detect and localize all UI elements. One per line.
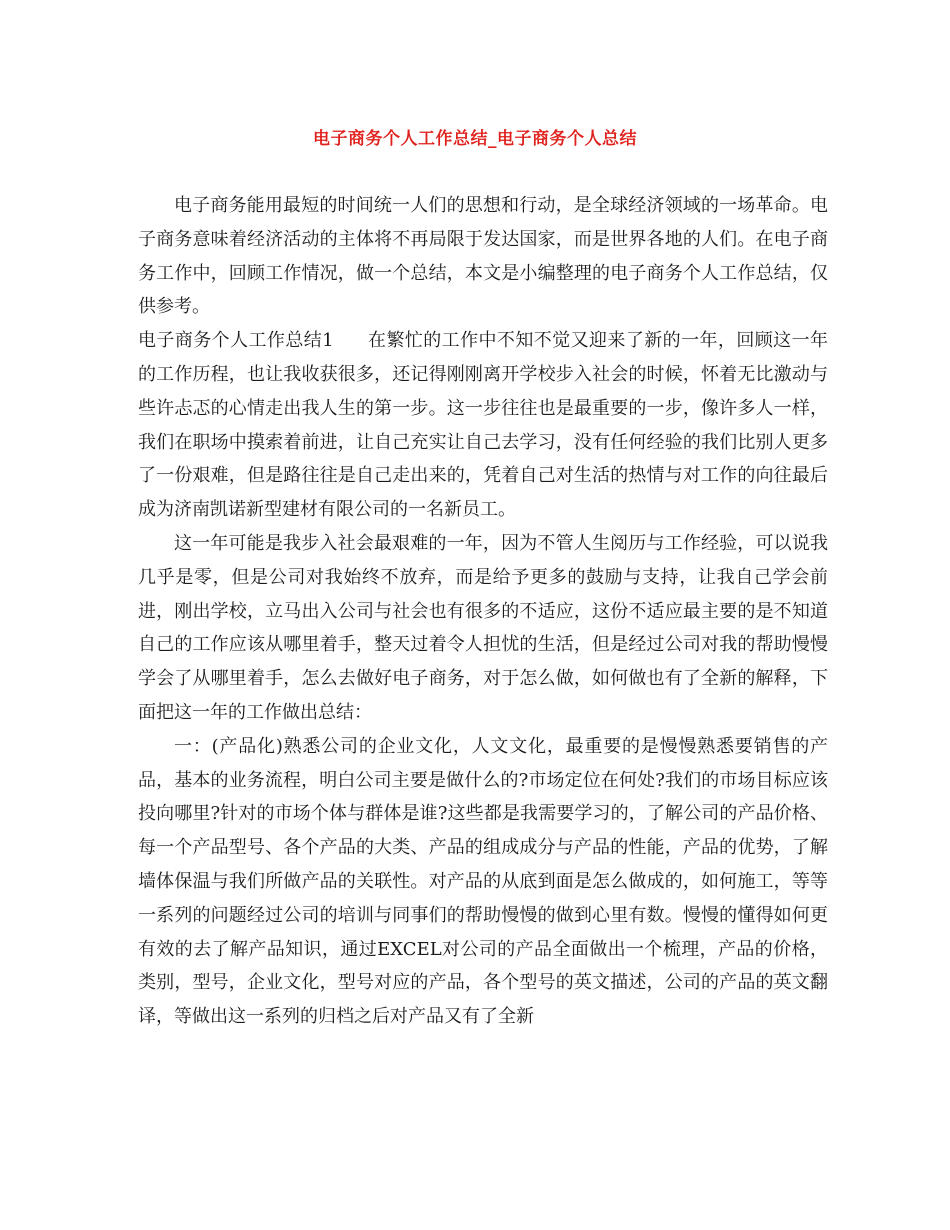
- paragraph-3: 一：(产品化)熟悉公司的企业文化，人文文化，最重要的是慢慢熟悉要销售的产品，基本的业务流程，明白公司主要是做什么的?市场定位在何处?我们的市场目标应该投向哪里?针对的市场个体与群体是谁?这些都是我需要学习的，了解公司的产品价格、每一个产品型号、各个产品的大类、产品的组成成分与产品的性能，产品的优势，了解墙体保温与我们所做产品的关联性。对产品的从底到面是怎么做成的，如何施工，等等一系列的问题经过公司的培训与同事们的帮助慢慢的做到心里有数。慢慢的懂得如何更有效的去了解产品知识，通过EXCEL对公司的产品全面做出一个梳理，产品的价格，类别，型号，企业文化，型号对应的产品，各个型号的英文描述，公司的产品的英文翻译，等做出这一系列的归档之后对产品又有了全新: [138, 735, 828, 1028]
- document-body: [138, 189, 828, 1034]
- section1-heading: 电子商务个人工作总结1: [138, 330, 334, 352]
- section1-paragraph: [138, 324, 828, 527]
- intro-paragraph: 电子商务能用最短的时间统一人们的思想和行动，是全球经济领域的一场革命。电子商务意味着经济活动的主体将不再局限于发达国家，而是世界各地的人们。在电子商务工作中，回顾工作情况，做一个总结，本文是小编整理的电子商务个人工作总结，仅供参考。: [138, 195, 828, 318]
- paragraph-2: 这一年可能是我步入社会最艰难的一年，因为不管人生阅历与工作经验，可以说我几乎是零，但是公司对我始终不放弃，而是给予更多的鼓励与支持，让我自己学会前进，刚出学校，立马出入公司与社会也有很多的不适应，这份不适应最主要的是不知道自己的工作应该从哪里着手，整天过着令人担忧的生活，但是经过公司对我的帮助慢慢学会了从哪里着手，怎么去做好电子商务，对于怎么做，如何做也有了全新的解释，下面把这一年的工作做出总结：: [138, 532, 828, 723]
- document-title: 电子商务个人工作总结_电子商务个人总结: [313, 129, 637, 149]
- section1-text: 在繁忙的工作中不知不觉又迎来了新的一年，回顾这一年的工作历程，也让我收获很多，还记得刚刚离开学校步入社会的时候，怀着无比激动与些许忐忑的心情走出我人生的第一步。这一步往往也是最重要的一步，像许多人一样，我们在职场中摸索着前进，让自己充实让自己去学习，没有任何经验的我们比别人更多了一份艰难，但是路往往是自己走出来的，凭着自己对生活的热情与对工作的向往最后成为济南凯诺新型建材有限公司的一名新员工。: [138, 330, 828, 521]
